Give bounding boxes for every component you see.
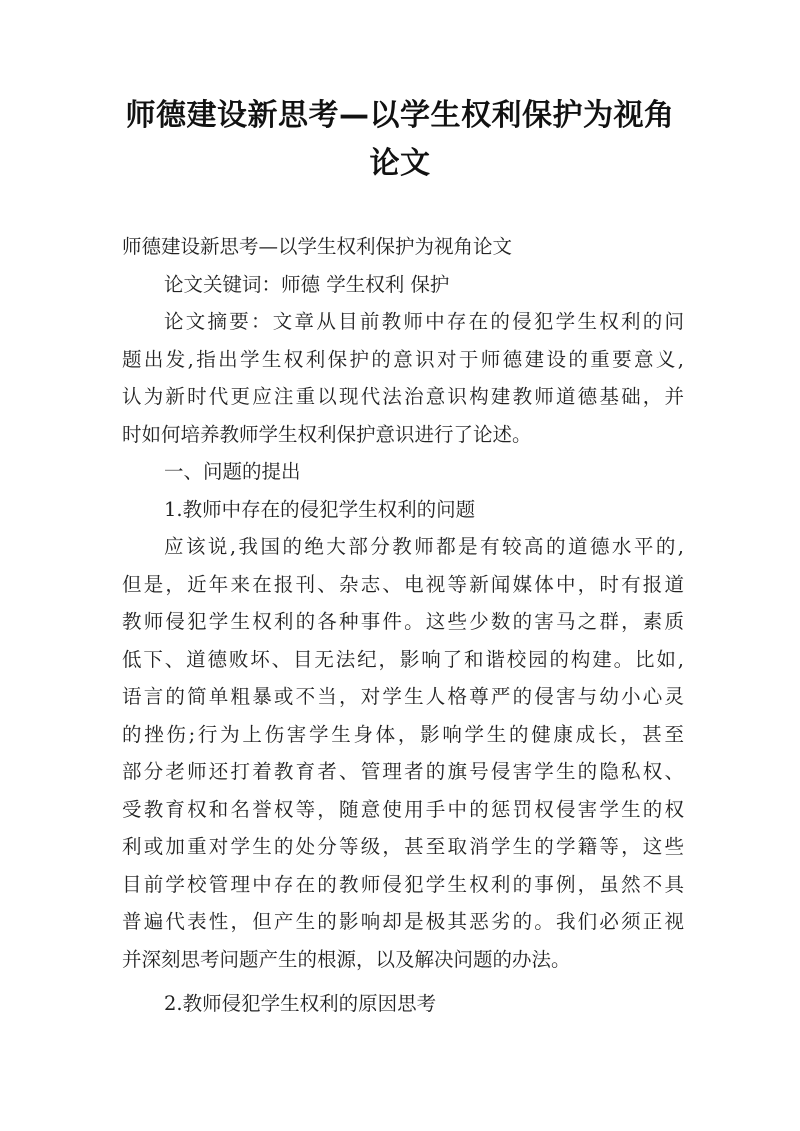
subsection-heading: 2.教师侵犯学生权利的原因思考	[164, 992, 437, 1015]
title-line-1: 师德建设新思考—以学生权利保护为视角	[125, 98, 675, 133]
paragraph-line: 但是，近年来在报刊、杂志、电视等新闻媒体中，时有报道	[122, 572, 684, 596]
paragraph-line: 并深刻思考问题产生的根源，以及解决问题的办法。	[122, 947, 571, 971]
paragraph-line: 的挫伤;行为上伤害学生身体，影响学生的健康成长，甚至	[122, 722, 684, 746]
paragraph-line: 应该说,我国的绝大部分教师都是有较高的道德水平的,	[164, 535, 684, 558]
subsection-heading: 1.教师中存在的侵犯学生权利的问题	[164, 497, 476, 521]
document-subtitle: 师德建设新思考—以学生权利保护为视角论文	[122, 235, 513, 258]
keywords-line: 论文关键词：师德 学生权利 保护	[164, 272, 450, 296]
title-line-2: 论文	[369, 146, 431, 181]
paragraph-line: 利或加重对学生的处分等级，甚至取消学生的学籍等，这些	[122, 835, 684, 858]
paragraph-line: 目前学校管理中存在的教师侵犯学生权利的事例，虽然不具	[122, 872, 684, 896]
abstract-line: 时如何培养教师学生权利保护意识进行了论述。	[122, 422, 532, 446]
paragraph-line: 低下、道德败坏、目无法纪，影响了和谐校园的构建。比如,	[122, 647, 684, 671]
document-title	[100, 92, 700, 188]
paragraph-line: 部分老师还打着教育者、管理者的旗号侵害学生的隐私权、	[122, 760, 684, 783]
document-body	[122, 228, 684, 1023]
paragraph-line: 教师侵犯学生权利的各种事件。这些少数的害马之群，素质	[122, 610, 684, 633]
paragraph-line: 普遍代表性，但产生的影响却是极其恶劣的。我们必须正视	[122, 910, 684, 933]
paragraph-gap	[122, 978, 684, 985]
abstract-line: 题出发,指出学生权利保护的意识对于师德建设的重要意义,	[122, 347, 684, 371]
paragraph-line: 语言的简单粗暴或不当，对学生人格尊严的侵害与幼小心灵	[122, 685, 684, 708]
abstract-line: 认为新时代更应注重以现代法治意识构建教师道德基础，并	[122, 385, 684, 408]
section-heading: 一、问题的提出	[164, 460, 301, 483]
paragraph-line: 受教育权和名誉权等，随意使用手中的惩罚权侵害学生的权	[122, 797, 684, 821]
abstract-line: 论文摘要：文章从目前教师中存在的侵犯学生权利的问	[164, 310, 684, 333]
